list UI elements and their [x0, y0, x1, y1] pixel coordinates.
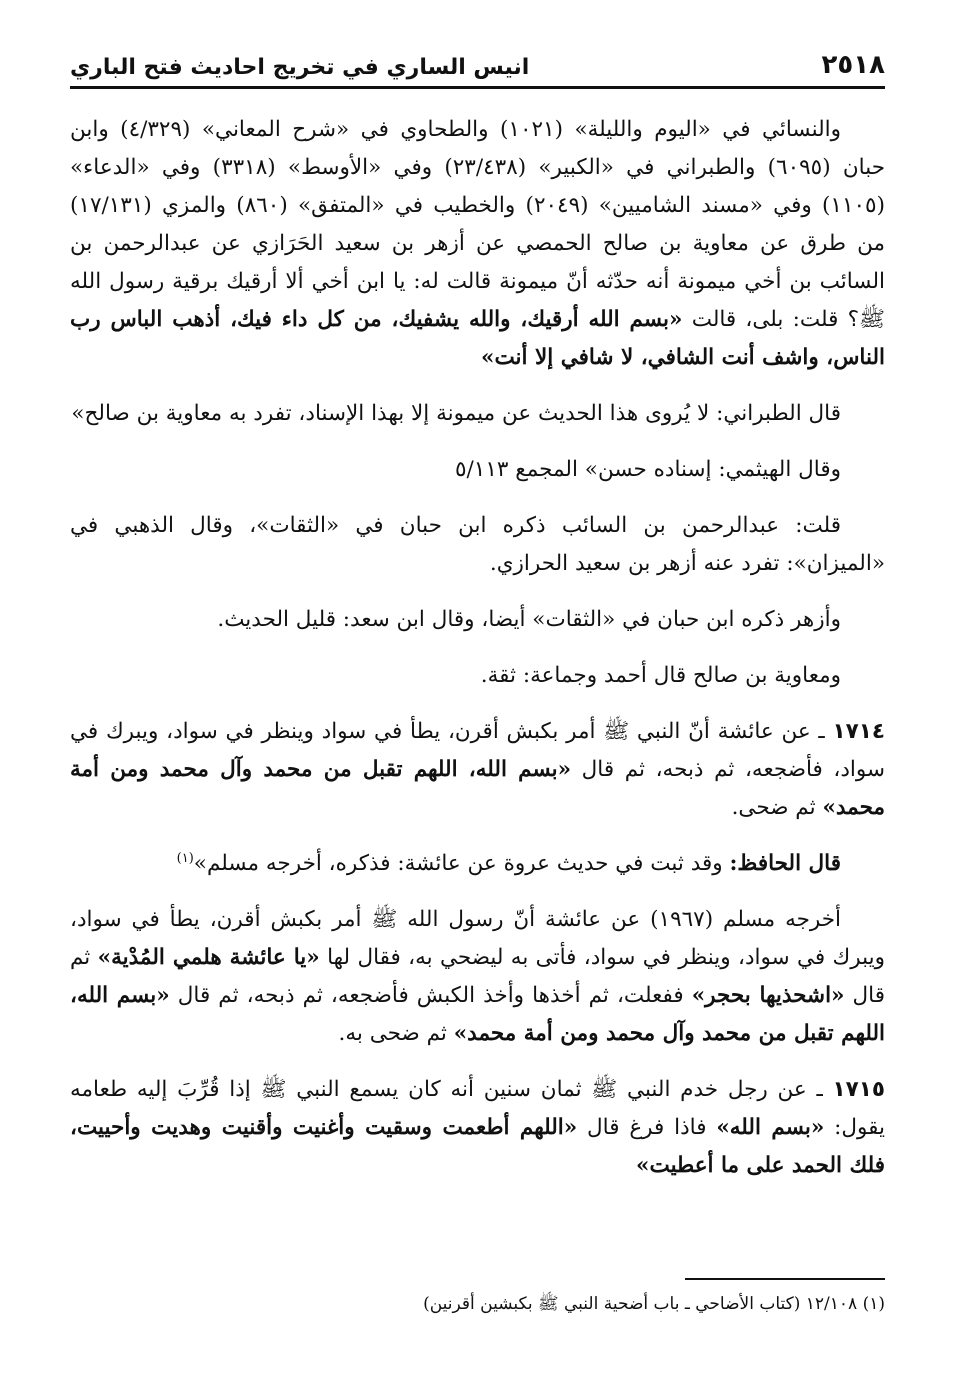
paragraph-takhrij — [70, 111, 885, 377]
text-run: فاذا فرغ قال — [577, 1115, 717, 1140]
bold-hadith-text: «اللهم أطعمت وسقيت وأغنيت وأقنيت وهديت وأحييت، فلك الحمد على ما أعطيت» — [70, 1115, 885, 1178]
text-run: ففعلت، ثم أخذها وأخذ الكبش فأضجعه، ثم ذبحه، ثم قال — [169, 983, 692, 1008]
bold-hadith-text: «بسم الله أرقيك، والله يشفيك، من كل داء فيك، أذهب الباس رب الناس، واشف أنت الشافي، لا شافي إلا أنت» — [70, 307, 885, 370]
footnote-text: ١٢/١٠٨ (كتاب الأضاحي ـ باب أضحية النبي ﷺ بكبشين أقرنين) — [423, 1294, 863, 1314]
paragraph-tabarani: قال الطبراني: لا يُروى هذا الحديث عن ميمونة إلا بهذا الإسناد، تفرد به معاوية بن صالح» — [71, 401, 841, 426]
text-run: ثم قال — [70, 945, 885, 1008]
text-run: والنسائي في «اليوم والليلة» (١٠٢١) والطحاوي في «شرح المعاني» (٤/٣٢٩) وابن حبان (٦٠٩٥) والطبراني في «الكبير» (٢٣/٤٣٨) وفي «الأوسط» (٣٣١٨) وفي «الدعاء» (١١٠٥) وفي «مسند الشاميين» (٢٠٤٩) والخطيب في «المتفق» (٨٦٠) والمزي (١٧/١٣١) من طرق عن معاوية بن صالح الحمصي عن أزهر بن سعيد الحَرَازي عن عبدالرحمن بن السائب بن أخي ميمونة أنه حدّثه أنّ ميمونة قالت له: يا ابن أخي ألا أرقيك برقية رسول الله ﷺ؟ قلت: بلى، قالت — [70, 117, 885, 332]
paragraph-haythami: وقال الهيثمي: إسناده حسن» المجمع ٥/١١٣ — [454, 457, 841, 482]
bold-hadith-text: «بسم الله، اللهم تقبل من محمد وآل محمد ومن أمة محمد» — [70, 757, 885, 820]
book-page — [70, 40, 885, 1370]
footnote-divider — [685, 1278, 885, 1280]
paragraph-hafiz — [70, 845, 885, 883]
hadith-number: ١٧١٥ — [832, 1077, 885, 1102]
text-run: أخرجه مسلم (١٩٦٧) عن عائشة أنّ رسول الله ﷺ أمر بكبش أقرن، يطأ في سواد، ويبرك في سواد، وينظر في سواد، فأتى به ليضحي به، فقال لها — [70, 907, 885, 970]
text-run: ـ عن رجل خدم النبي ﷺ ثمان سنين أنه كان يسمع النبي ﷺ إذا قُرِّبَ إليه طعامه يقول: — [70, 1077, 885, 1140]
text-run: ثم ضحى به. — [338, 1021, 454, 1046]
book-title: انيس الساري في تخريج احاديث فتح الباري — [70, 55, 530, 80]
running-header — [70, 40, 885, 89]
text-run: وقد ثبت في حديث عروة عن عائشة: فذكره، أخرجه مسلم» — [193, 851, 730, 876]
paragraph-note-azhar: وأزهر ذكره ابن حبان في «الثقات» أيضا، وقال ابن سعد: قليل الحديث. — [217, 607, 841, 632]
page-body — [70, 111, 885, 1185]
hadith-1715 — [70, 1071, 885, 1185]
hafiz-label: قال الحافظ: — [729, 851, 841, 876]
bold-hadith-text: «بسم الله، اللهم تقبل من محمد وآل محمد ومن أمة محمد» — [70, 983, 885, 1046]
paragraph-note-muawiya: ومعاوية بن صالح قال أحمد وجماعة: ثقة. — [480, 663, 841, 688]
bold-hadith-text: «بسم الله» — [716, 1115, 825, 1140]
hadith-1714 — [70, 713, 885, 827]
page-number: ٢٥١٨ — [821, 50, 885, 80]
bold-hadith-text: «اشحذيها بحجر» — [691, 983, 845, 1008]
footnote-number: (١) — [862, 1294, 885, 1314]
text-run: ثم ضحى. — [731, 795, 823, 820]
footnote — [70, 1290, 885, 1318]
paragraph-note-abdulrahman: قلت: عبدالرحمن بن السائب ذكره ابن حبان في «الثقات»، وقال الذهبي في «الميزان»: تفرد عنه أزهر بن سعيد الحرازي. — [70, 513, 885, 576]
text-run: ـ عن عائشة أنّ النبي ﷺ أمر بكبش أقرن، يطأ في سواد وينظر في سواد، ويبرك في سواد، فأضجعه، ثم ذبحه، ثم قال — [70, 719, 885, 782]
hadith-number: ١٧١٤ — [832, 719, 885, 744]
paragraph-muslim — [70, 901, 885, 1053]
bold-hadith-text: «يا عائشة هلمي المُدْية» — [97, 945, 320, 970]
footnote-marker: (١) — [176, 850, 194, 866]
